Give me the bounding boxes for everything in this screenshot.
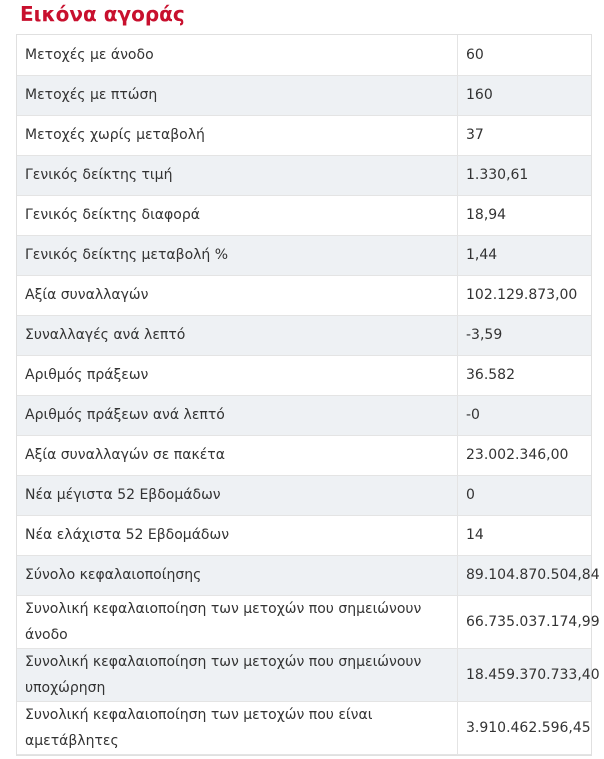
row-value: 102.129.873,00 — [458, 275, 592, 315]
table-row — [17, 315, 591, 355]
table-row — [17, 235, 591, 275]
row-label: Γενικός δείκτης τιμή — [17, 155, 458, 195]
page-title: Εικόνα αγοράς — [20, 2, 185, 26]
table-body — [17, 35, 600, 754]
table-row — [17, 275, 591, 315]
row-label: Μετοχές χωρίς μεταβολή — [17, 115, 458, 155]
table-row — [17, 195, 591, 235]
row-label: Συνολική κεφαλαιοποίηση των μετοχών που είναι αμετάβλητες — [17, 701, 458, 754]
row-value: 60 — [458, 35, 592, 75]
table-row — [17, 475, 591, 515]
row-label: Αριθμός πράξεων — [17, 355, 458, 395]
row-value: 36.582 — [458, 355, 592, 395]
row-value: 3.910.462.596,45 — [458, 701, 592, 754]
market-table — [17, 35, 600, 755]
row-value: 160 — [458, 75, 592, 115]
row-value: 37 — [458, 115, 592, 155]
row-label: Μετοχές με άνοδο — [17, 35, 458, 75]
row-label: Νέα ελάχιστα 52 Εβδομάδων — [17, 515, 458, 555]
table-row — [17, 515, 591, 555]
row-value: -3,59 — [458, 315, 592, 355]
row-label: Σύνολο κεφαλαιοποίησης — [17, 555, 458, 595]
table-row — [17, 701, 591, 754]
row-label: Συνολική κεφαλαιοποίηση των μετοχών που σημειώνουν υποχώρηση — [17, 648, 458, 701]
row-value: 0 — [458, 475, 592, 515]
table-row — [17, 395, 591, 435]
row-value: -0 — [458, 395, 592, 435]
row-label: Γενικός δείκτης διαφορά — [17, 195, 458, 235]
row-value: 14 — [458, 515, 592, 555]
row-label: Αξία συναλλαγών — [17, 275, 458, 315]
row-label: Γενικός δείκτης μεταβολή % — [17, 235, 458, 275]
row-value: 1,44 — [458, 235, 592, 275]
row-value: 1.330,61 — [458, 155, 592, 195]
table-row — [17, 595, 591, 648]
table-row — [17, 435, 591, 475]
row-label: Μετοχές με πτώση — [17, 75, 458, 115]
row-value: 89.104.870.504,84 — [458, 555, 592, 595]
row-value: 23.002.346,00 — [458, 435, 592, 475]
row-label: Συναλλαγές ανά λεπτό — [17, 315, 458, 355]
row-label: Νέα μέγιστα 52 Εβδομάδων — [17, 475, 458, 515]
row-label: Συνολική κεφαλαιοποίηση των μετοχών που σημειώνουν άνοδο — [17, 595, 458, 648]
market-overview-table — [16, 34, 600, 756]
table-row — [17, 355, 591, 395]
row-label: Αξία συναλλαγών σε πακέτα — [17, 435, 458, 475]
row-label: Αριθμός πράξεων ανά λεπτό — [17, 395, 458, 435]
table-row — [17, 555, 591, 595]
table-row — [17, 648, 591, 701]
row-value: 66.735.037.174,99 — [458, 595, 592, 648]
row-value: 18.459.370.733,40 — [458, 648, 592, 701]
table-row — [17, 155, 591, 195]
table-row — [17, 35, 591, 75]
row-value: 18,94 — [458, 195, 592, 235]
table-row — [17, 115, 591, 155]
table-row — [17, 75, 591, 115]
